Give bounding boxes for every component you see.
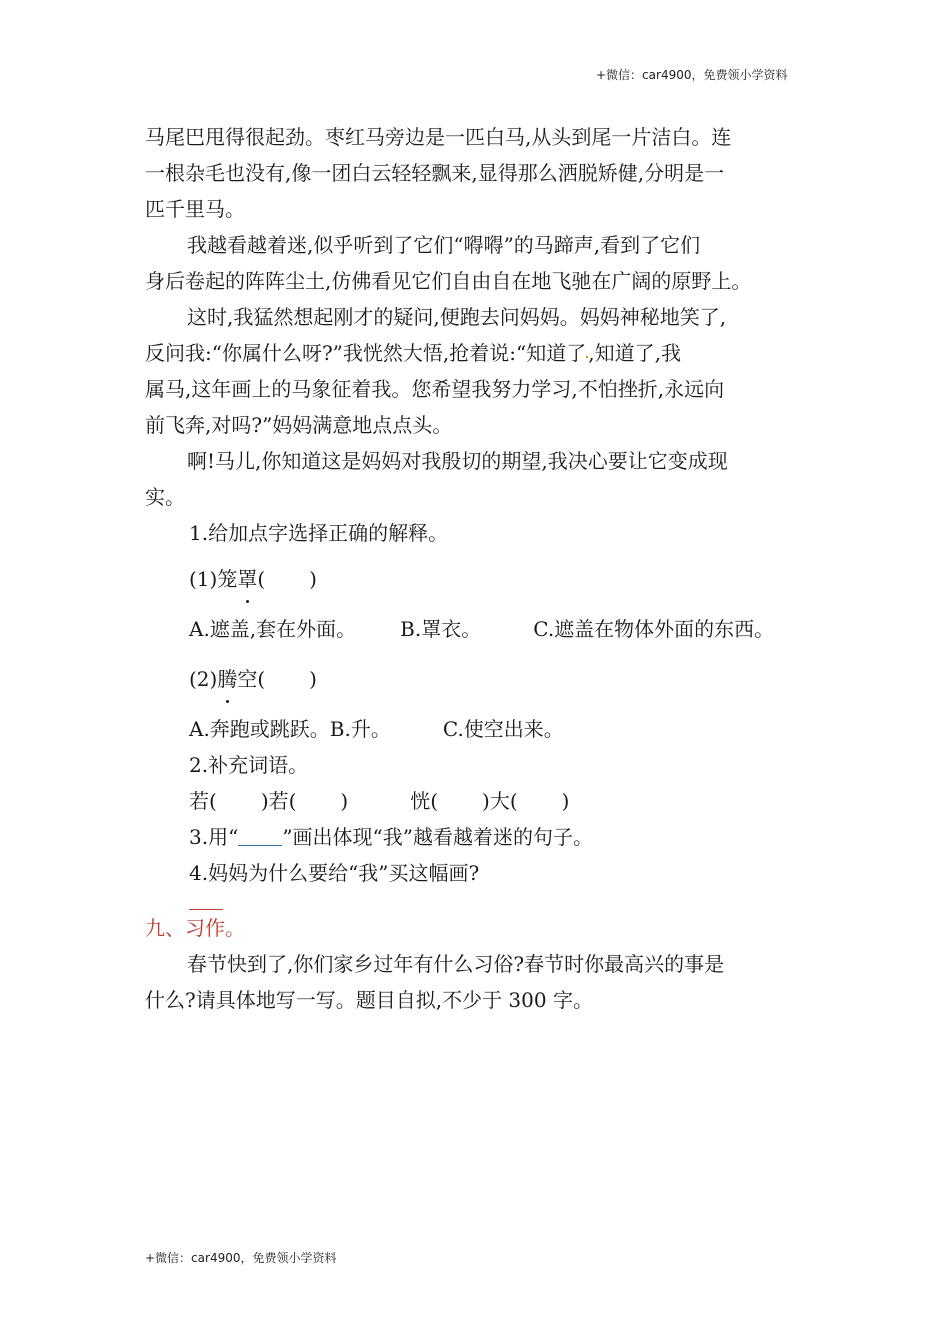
paren-close: ) [309,567,317,591]
text-line: 啊!马儿,你知道这是妈妈对我殷切的期望,我决心要让它变成现 [187,449,728,473]
text-line [145,335,825,371]
question-title: 2.补充词语。 [189,753,309,777]
text-line: 属马,这年画上的马象征着我。您希望我努力学习,不怕挫折,永远向 [145,377,725,401]
word-part: 若( [189,789,217,813]
section-title: 九、习作。 [145,916,245,940]
question-1-1-options [145,611,825,647]
section-9 [145,910,825,1018]
word-part: ) [561,789,570,813]
passage-paragraph-1 [145,119,825,227]
text-fragment: 反问我:“你属什么呀?”我恍然大悟,抢着说:“知道了 [145,341,587,365]
option-c: C.使空出来。 [442,717,564,741]
option-ab: A.奔跑或跳跃。B.升。 [189,717,391,741]
underline-sample [238,821,282,846]
question-title: 1.给加点字选择正确的解释。 [189,521,449,545]
paren-open: ( [257,567,266,591]
question-3 [145,819,825,855]
passage-paragraph-2 [145,227,825,299]
option-c: C.遮盖在物体外面的东西。 [533,617,775,641]
word-part: ) [340,789,349,813]
question-2 [145,747,825,819]
word-part: 恍( [410,789,439,813]
word-part: )大( [482,789,518,813]
dotted-character: 罩 [237,561,257,597]
text-fragment: ”画出体现“我”越看越着迷的句子。 [282,825,593,849]
text-line: 这时,我猛然想起刚才的疑问,便跑去问妈妈。妈妈神秘地笑了, [187,305,727,329]
watermark-bottom: +微信：car4900，免费领小学资料 [145,1251,337,1265]
text-fragment: ,知道了,我 [588,341,681,365]
fill-in-words [145,783,825,819]
text-line: 春节快到了,你们家乡过年有什么习俗?春节时你最高兴的事是 [187,952,725,976]
text-line: 匹千里马。 [145,197,245,221]
text-fragment: 3.用“ [189,825,239,849]
question-1-2 [145,661,825,697]
question-1-1 [145,561,825,597]
number-prefix: (2) [189,667,218,691]
text-line: 前飞奔,对吗?”妈妈满意地点点头。 [145,413,453,437]
document-body [145,119,825,1018]
question-title: 4.妈妈为什么要给“我”买这幅画? [189,861,480,885]
question-4 [145,855,825,910]
text-line: 我越看越着迷,似乎听到了它们“嘚嘚”的马蹄声,看到了它们 [187,233,701,257]
text-line: 什么?请具体地写一写。题目自拟,不少于 300 字。 [145,988,593,1012]
question-1 [145,515,825,747]
passage-paragraph-4 [145,443,825,515]
text-line: 一根杂毛也没有,像一团白云轻轻飘来,显得那么洒脱矫健,分明是一 [145,161,725,185]
option-b: B.罩衣。 [400,617,482,641]
paren-close: ) [309,667,317,691]
word-part: 空 [237,667,258,691]
paren-open: ( [257,667,266,691]
text-line: 马尾巴甩得很起劲。枣红马旁边是一匹白马,从头到尾一片洁白。连 [145,125,732,149]
word-part: (1)笼 [189,567,238,591]
question-1-2-options [145,711,825,747]
watermark-top: +微信：car4900，免费领小学资料 [596,68,788,82]
text-line: 身后卷起的阵阵尘土,仿佛看见它们自由自在地飞驰在广阔的原野上。 [145,269,752,293]
option-a: A.遮盖,套在外面。 [189,617,357,641]
text-line: 实。 [145,485,185,509]
passage-paragraph-3 [145,299,825,443]
answer-line[interactable] [189,891,223,910]
dotted-character: 腾 [217,661,237,697]
word-part: )若( [260,789,297,813]
question-title [145,819,825,855]
